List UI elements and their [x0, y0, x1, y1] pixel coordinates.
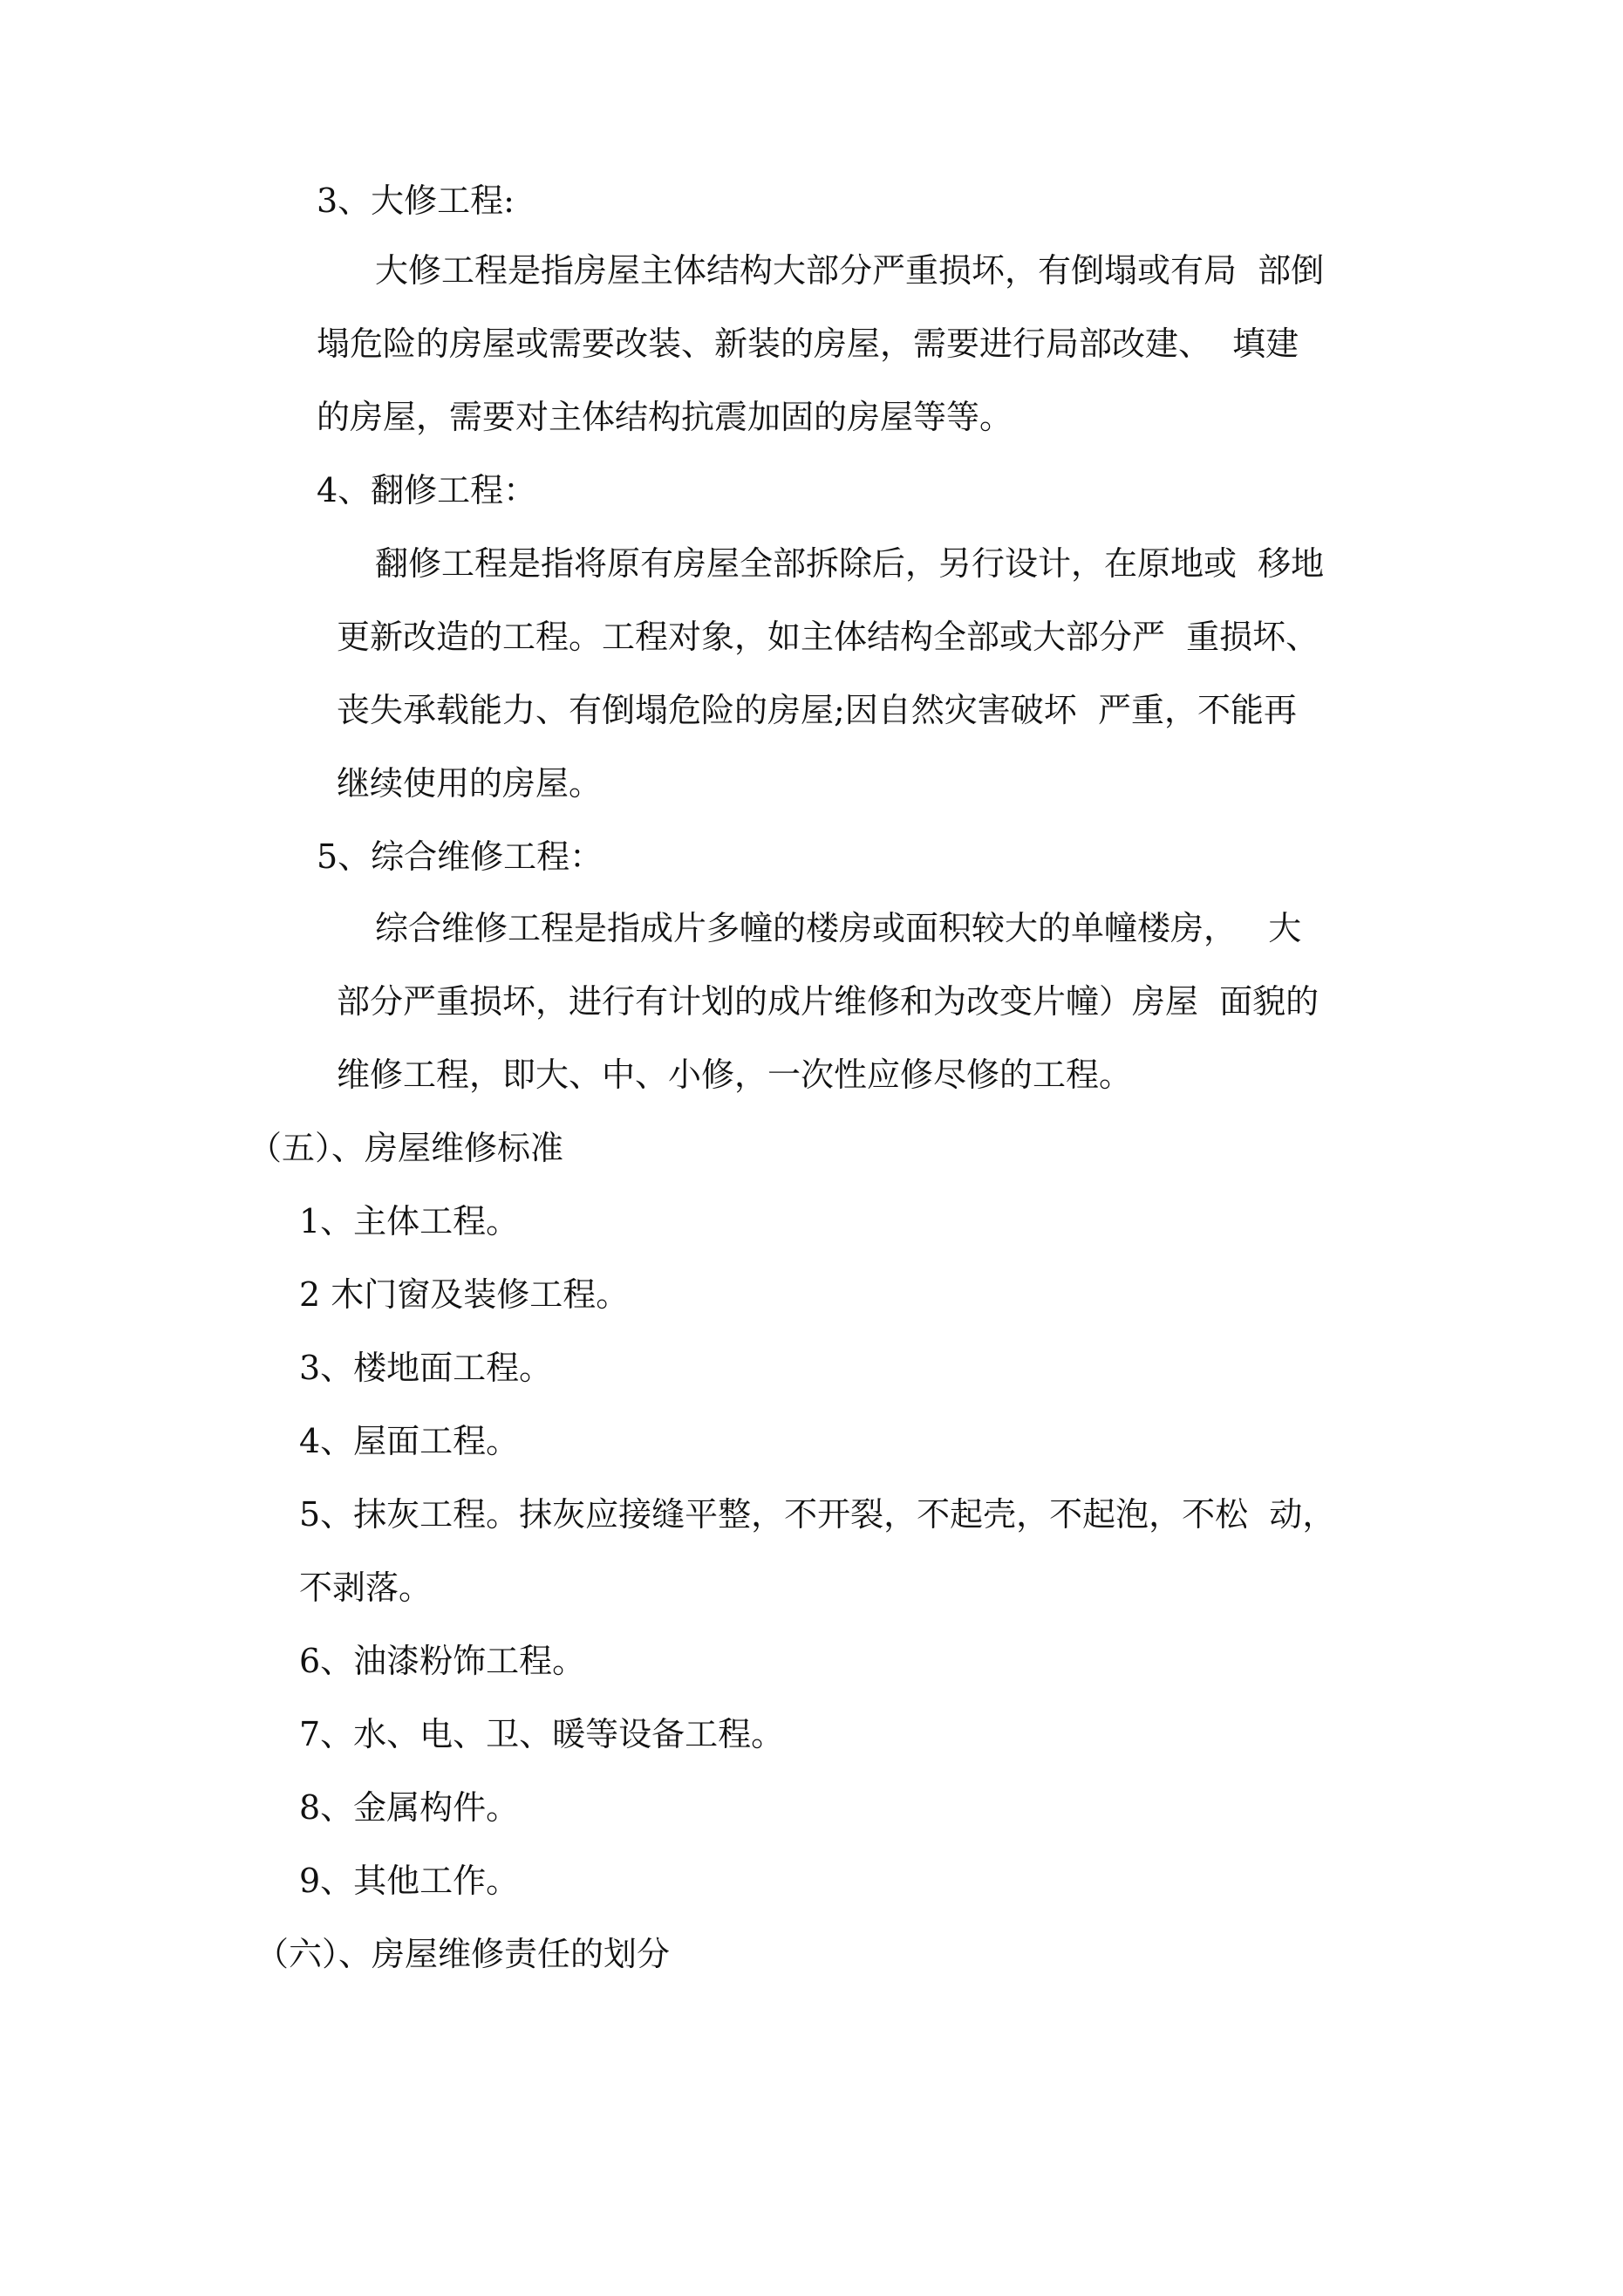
section-heading-5: （五）、房屋维修标准: [249, 1129, 564, 1167]
paragraph-line: 塌危险的房屋或需要改装、新装的房屋，需要进行局部改建、 填建: [317, 325, 1299, 363]
paragraph-line: 丧失承载能力、有倒塌危险的房屋;因自然灾害破坏 严重，不能再: [337, 691, 1297, 729]
list-item: 3、楼地面工程。: [299, 1349, 553, 1387]
list-item: 4、屋面工程。: [299, 1422, 520, 1460]
list-item: 5、抹灰工程。抹灰应接缝平整，不开裂，不起壳，不起泡，不松 动，: [299, 1495, 1336, 1534]
paragraph-line: 部分严重损坏，进行有计划的成片维修和为改变片幢）房屋 面貌的: [337, 982, 1320, 1021]
list-item: 8、金属构件。: [299, 1788, 520, 1827]
heading-item-3: 3、大修工程:: [317, 181, 515, 220]
paragraph-line: 综合维修工程是指成片多幢的楼房或面积较大的单幢楼房， 大: [375, 909, 1302, 947]
list-item: 7、水、电、卫、暖等设备工程。: [299, 1715, 785, 1753]
list-item: 9、其他工作。: [299, 1862, 520, 1900]
list-item-continuation: 不剥落。: [299, 1568, 433, 1607]
paragraph-line: 更新改造的工程。工程对象，如主体结构全部或大部分严 重损坏、: [337, 618, 1320, 656]
heading-item-4: 4、翻修工程：: [317, 471, 537, 509]
paragraph-line: 维修工程，即大、中、小修，一次性应修尽修的工程。: [337, 1056, 1133, 1094]
paragraph-line: 的房屋，需要对主体结构抗震加固的房屋等等。: [317, 398, 1013, 436]
section-heading-6: （六）、房屋维修责任的划分: [256, 1935, 671, 1973]
list-item: 1、主体工程。: [299, 1202, 520, 1240]
paragraph-line: 翻修工程是指将原有房屋全部拆除后，另行设计，在原地或 移地: [375, 544, 1325, 583]
paragraph-line: 大修工程是指房屋主体结构大部分严重损坏，有倒塌或有局 部倒: [375, 251, 1325, 290]
list-item: 2 木门窗及装修工程。: [299, 1275, 630, 1314]
list-item: 6、油漆粉饰工程。: [299, 1642, 586, 1680]
paragraph-line: 继续使用的房屋。: [337, 764, 603, 803]
heading-item-5: 5、综合维修工程：: [317, 837, 604, 876]
